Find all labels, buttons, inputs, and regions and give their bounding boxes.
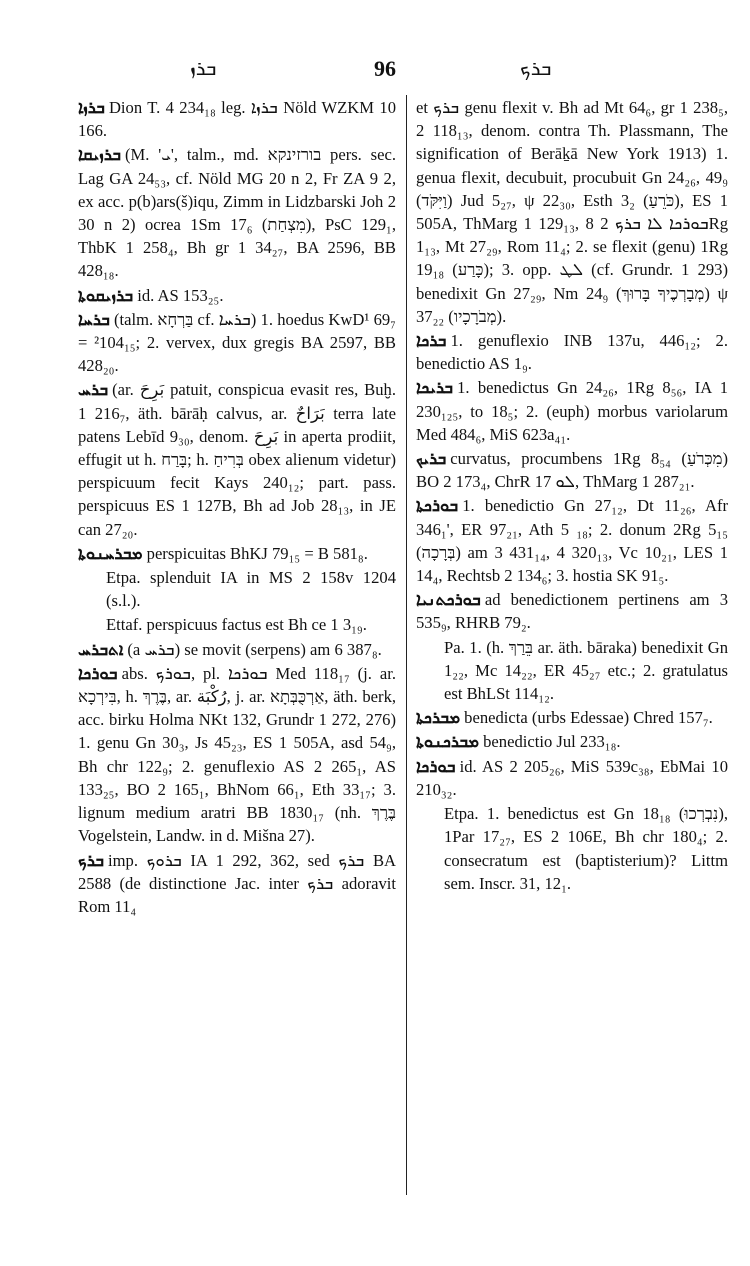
entry-text: (a ܒܪܚ) se movit (serpens) am 6 387₈. [127,639,382,659]
entry-text: 1. benedictus Gn 24₂₆, 1Rg 8₅₆, IA 1 230₁₂₅, to 18₅; 2. (euph) morbus variolarum Med 484₆, MiS 623a₄₁. [416,378,728,444]
entry-text: 1. benedictio Gn 27₁₂, Dt 11₂₆, Afr 346₁', ER 97₂₁, Ath 5 ₁₈; 2. donum 2Rg 5₁₅ (בְּרָכָה) am 3 431₁₄, 4 320₁₃, Vc 10₂₁, LES 1 14₄, Rechtsb 2 134₆; 3. hostia SK 91₅. [416,496,728,586]
entry-headword: ܐܬܒܪܚ [78,639,124,659]
running-headword-left: ܒܪܙ [190,58,217,80]
entry-headword: ܒܪܚ [78,380,109,400]
entry-text: perspicuitas BhKJ 79₁₅ = B 581₈. [146,543,368,563]
entry-text: Dion T. 4 234₁₈ leg. ܒܪܙܐ Nöld WZKM 10 166. [78,98,396,141]
entry-headword: ܒܘܪܟܬܐ [416,496,459,516]
entry-text: Etpa. splenduit IA in MS 2 158v 1204 (s.l.). [106,568,396,611]
entry-headword: ܒܘܪܟܬܢܝܐ [416,590,481,610]
page-number: 96 [374,56,396,81]
column-divider [406,95,407,1195]
dictionary-entry [416,636,728,706]
dictionary-entry [416,494,728,587]
entry-text: 1. genuflexio INB 137u, 446₁₂; 2. benedictio AS 1₉. [416,331,728,374]
dictionary-entry [416,755,728,801]
left-column [78,96,396,919]
entry-text: (talm. בַּרְחָא cf. ܒܪܚܐ) 1. hoedus KwD¹ 69₇ = ²104₁₅; 2. vervex, dux gregis BA 2597, BB 428₂₀. [78,309,396,376]
dictionary-entry [416,329,728,375]
dictionary-entry [78,566,396,612]
dictionary-entry [416,802,728,895]
entry-headword: ܒܪܙܝܩܐ [78,145,121,165]
dictionary-entry [416,376,728,446]
dictionary-entry [78,662,396,848]
entry-headword: ܒܪܙܝܩܘܬܐ [78,285,134,305]
dictionary-entry [78,613,396,636]
entry-text: benedictio Jul 233₁₈. [483,732,621,752]
dictionary-entry [416,447,728,493]
entry-text: (M. 'ܝ', talm., md. בורזינקא pers. sec. Lag GA 24₅₃, cf. Nöld MG 20 n 2, Fr ZA 9 2, ex acc. p(b)ars(š)iqu, Zimm in Lidzbarski Joh 2 30 n 2) ocrea 1Sm 17₆ (מִצְחַת), PsC 129₁, ThbK 1 258₄, Bh gr 1 34₂₇, BA 2596, BB 428₁₈. [78,145,396,281]
entry-headword: ܒܘܪܟܐ [416,756,456,776]
entry-headword: ܒܪܟܐ [416,331,447,351]
entry-text: (ar. بَرِحَ patuit, conspicua evasit res, Buḫ. 1 216₇, äth. bārāḥ calvus, ar. بَرَاحٌ terra late patens Lebīd 9₃₀, denom. بَرِحَ in aperta prodiit, effugit ut h. בָּרַח; h. בְּרִיחַ obex alienum videtur) perspicuum fecit Kays 240₁₂; part. pass. perspicuus ES 1 127B, Bh ad Job 28₁₃, in JE can 27₂₀. [78,380,396,539]
dictionary-entry [78,638,396,661]
running-headword-right: ܒܪܟ [520,58,552,80]
entry-text: benedicta (urbs Edessae) Chred 157₇. [464,708,713,728]
dictionary-entry [78,849,396,919]
entry-text: et ܒܪܟ genu flexit v. Bh ad Mt 64₆, gr 1 238₅, 2 118₁₃, denom. contra Th. Plassmann, The signification of Berāḵā New York 1913) 1. genua flexit, decubuit, procubuit Gn 24₂₆, 49₉ (וַיִּקֹּד) Jud 5₂₇, ψ 22₃₀, Esth 3₂ (כֹּרֵעַ), ES 1 505A, ThMarg 1 129₁₃, 8 ܒܘܪܟܐ ܠܐ ܒܪܟ 2Rg 1₁₃, Mt 27₂₉, Rom 11₄; 2. se flexit (genu) 1Rg 19₁₈ (כָּרַע); 3. opp. ܠܛ (cf. Grundr. 1 293) benedixit Gn 27₂₉, Nm 24₉ (מְבָרְכֶיךָ בָּרוּךְ) ψ 37₂₂ (מְבֹרָכָיו). [416,98,728,326]
dictionary-entry [416,96,728,328]
entry-headword: ܒܪܝܟ [416,449,447,469]
entry-text: id. AS 153₂₅. [137,285,224,305]
dictionary-entry [416,730,728,753]
dictionary-entry [416,706,728,729]
entry-headword: ܡܒܪܚܢܘܬܐ [78,543,143,563]
dictionary-entry [416,588,728,634]
page-header [0,56,750,86]
dictionary-entry [78,284,396,307]
right-column [416,96,728,896]
dictionary-entry [78,143,396,282]
entry-headword: ܒܪܝܟܐ [416,378,454,398]
entry-text: imp. ܒܪܘܟ IA 1 292, 362, sed ܒܪܟ BA 2588 (de distinctione Jac. inter ܒܪܟ adoravit Rom 11₄ [78,850,396,916]
dictionary-entry [78,308,396,378]
entry-headword: ܡܒܪܟܬܐ [416,708,461,728]
dictionary-entry [78,378,396,540]
entry-text: Pa. 1. (h. בֵּרַךְ ar. äth. bāraka) benedixit Gn 1₂₂, Mc 14₂₂, ER 45₂₇ etc.; 2. gratulatus est BhLSt 114₁₂. [444,637,729,704]
entry-text: id. AS 2 205₂₆, MiS 539c₃₈, EbMai 10 210₃₂. [416,756,728,799]
entry-headword: ܒܘܪܟܐ [78,663,118,683]
entry-headword: ܒܪܟ [78,850,105,870]
dictionary-entry [78,96,396,142]
dictionary-entry [78,542,396,565]
entry-text: abs. ܒܘܪܟ, pl. ܒܘܪܟܐ Med 118₁₇ (j. ar. בִּירְכָא, h. בֶּרֶךְ, ar. رُكْبَة, j. ar. אַרְכֻּבְּתָא, äth. berk, acc. birku Holma NKt 132, Grundr 1 272, 276) 1. genu Gn 30₃, Js 45₂₃, ES 1 505A, asd 54₉, Bh chr 122₉; 2. genuflexio AS 2 265₁, AS 133₂₅, BO 2 165₁, BhNom 66₁, Eth 33₁₇; 3. lignum medium aratri BB 1830₁₇ (nh. בֶּרֶךְ Vogelstein, Landw. in d. Mišna 27). [78,663,397,846]
entry-text: curvatus, procumbens 1Rg 8₅₄ (מִכְּרֹעַ) BO 2 173₄, ChrR ܠܘ 17, ThMarg 1 287₂₁. [416,449,728,492]
entry-text: Etpa. 1. benedictus est Gn 18₁₈ (נִבְרְכוּ), 1Par 17₂₇, ES 2 106E, Bh chr 180₄; 2. consecratum est (baptisterium)? Littm sem. Inscr. 31, 12₁. [444,804,728,893]
entry-headword: ܒܪܙܐ [78,98,105,117]
entry-text: ad benedictionem pertinens am 3 535₉, RHRB 79₂. [416,590,728,633]
entry-headword: ܒܪܚܐ [78,309,110,329]
entry-headword: ܡܒܪܟܢܘܬܐ [416,732,480,752]
entry-text: Ettaf. perspicuus factus est Bh ce 1 3₁₉. [106,615,367,635]
